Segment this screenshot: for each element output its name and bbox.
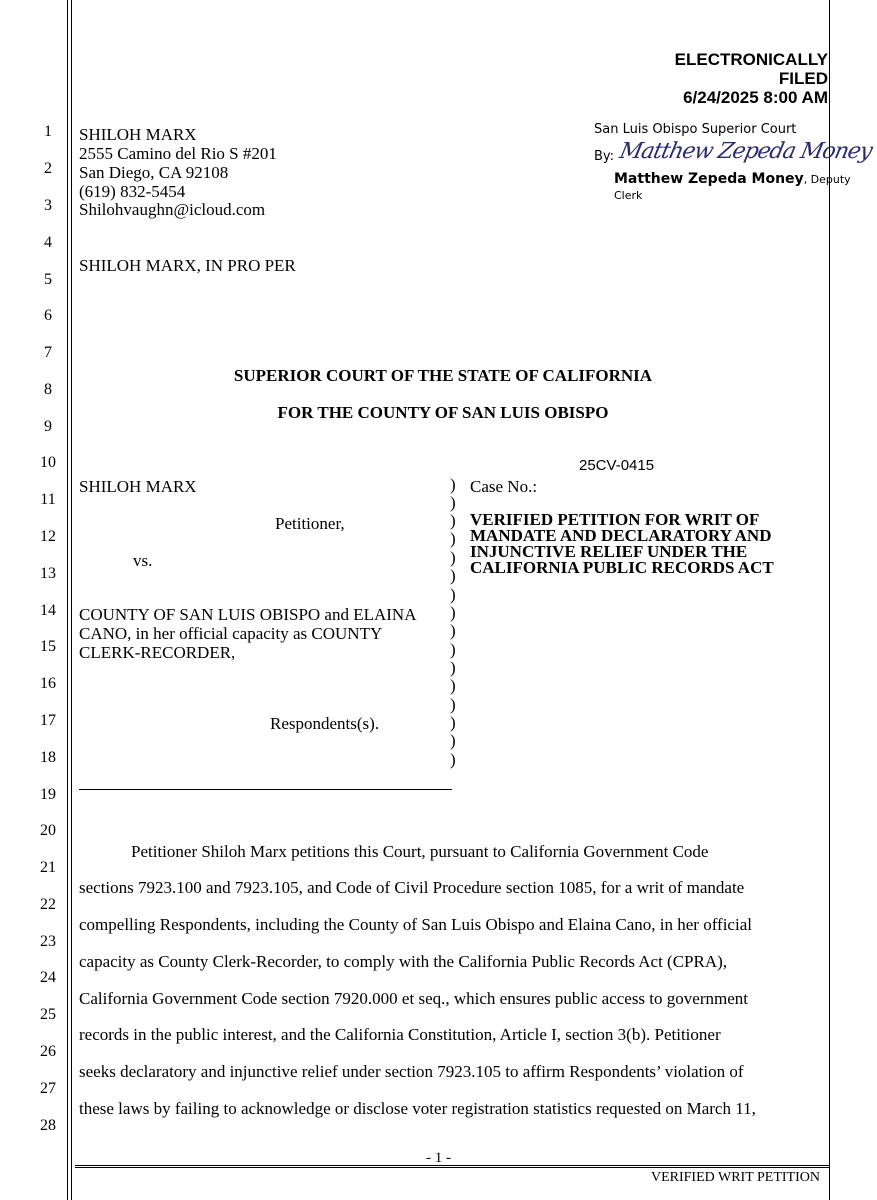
line-number: 19 [40,786,56,803]
line-number: 28 [40,1117,56,1134]
stamp-by-label: By: [594,149,615,164]
line-number: 1 [44,123,52,140]
versus: vs. [133,551,153,570]
body-line: records in the public interest, and the California Constitution, Article I, section 3(b). Petitioner [79,1025,721,1044]
attorney-role: SHILOH MARX, IN PRO PER [79,256,296,275]
attorney-address-line1: 2555 Camino del Rio S #201 [79,144,277,163]
stamp-line: ELECTRONICALLY [674,50,828,69]
line-number: 21 [40,859,56,876]
respondent-line2: CANO, in her official capacity as COUNTY [79,624,383,643]
line-number: 13 [40,565,56,582]
respondent-line1: COUNTY OF SAN LUIS OBISPO and ELAINA [79,605,417,624]
respondent-label: Respondents(s). [270,714,380,733]
respondent-line3: CLERK-RECORDER, [79,643,236,662]
line-number: 23 [40,933,56,950]
line-number: 26 [40,1043,56,1060]
line-number: 16 [40,675,56,692]
court-county: FOR THE COUNTY OF SAN LUIS OBISPO [277,403,609,422]
body-line: these laws by failing to acknowledge or disclose voter registration statistics requested on March 11, [79,1099,756,1118]
stamp-line: FILED [778,69,828,88]
electronic-filing-stamp [675,50,828,107]
footer-doc-title: VERIFIED WRIT PETITION [650,1170,820,1185]
attorney-name: SHILOH MARX [79,125,197,144]
line-number: 20 [40,822,56,839]
line-number: 3 [44,197,52,214]
line-number: 9 [44,418,52,435]
left-margin-rule-outer [67,0,68,1200]
caption-paren: ) [450,676,456,695]
caption-paren: ) [450,548,456,567]
line-number: 6 [44,307,52,324]
caption-paren: ) [450,585,456,604]
caption-paren: ) [450,493,456,512]
line-number: 11 [40,491,56,508]
body-line: capacity as County Clerk-Recorder, to comply with the California Public Records Act (CPRA), [79,952,728,971]
caption-paren: ) [450,640,456,659]
court-title: SUPERIOR COURT OF THE STATE OF CALIFORNIA [233,366,653,385]
line-number: 14 [40,602,56,619]
body-line: Petitioner Shiloh Marx petitions this Court, pursuant to California Government Code [131,842,709,861]
line-number: 10 [40,454,56,471]
body-line: California Government Code section 7920.000 et seq., which ensures public access to government [79,989,748,1008]
petitioner-name: SHILOH MARX [79,477,197,496]
line-number: 17 [40,712,56,729]
body-line: compelling Respondents, including the County of San Luis Obispo and Elaina Cano, in her official [79,915,752,934]
caption-paren: ) [450,529,456,548]
case-number-label: Case No.: [470,477,538,496]
caption-paren: ) [450,695,456,714]
line-number: 5 [44,271,52,288]
petition-title [470,512,830,576]
petition-title-line: INJUNCTIVE RELIEF UNDER THE [470,542,748,561]
petition-title-line: VERIFIED PETITION FOR WRIT OF [470,510,760,529]
line-number: 27 [40,1080,56,1097]
caption-paren: ) [450,658,456,677]
attorney-address-line2: San Diego, CA 92108 [79,163,229,182]
petitioner-label: Petitioner, [275,514,345,533]
case-number: 25CV-0415 [579,457,655,474]
caption-paren: ) [450,511,456,530]
attorney-phone: (619) 832-5454 [79,182,186,201]
caption-paren: ) [450,713,456,732]
line-number: 22 [40,896,56,913]
body-line: seeks declaratory and injunctive relief under section 7923.105 to affirm Respondents’ violation of [79,1062,744,1081]
line-number: 8 [44,381,52,398]
line-number: 2 [44,160,52,177]
line-number: 12 [40,528,56,545]
page-number: - 1 - [426,1150,451,1166]
line-number: 25 [40,1006,56,1023]
line-number: 4 [44,234,52,251]
line-number: 7 [44,344,52,361]
clerk-signature: Matthew Zepeda Money [617,139,874,164]
caption-paren: ) [450,621,456,640]
caption-paren: ) [450,475,456,494]
clerk-name: Matthew Zepeda Money [614,171,804,187]
caption-paren: ) [450,731,456,750]
clerk-title: , Deputy Clerk [614,173,851,202]
line-number: 15 [40,638,56,655]
stamp-court-name: San Luis Obispo Superior Court [594,122,797,137]
body-line: sections 7923.100 and 7923.105, and Code of Civil Procedure section 1085, for a writ of mandate [79,878,745,897]
caption-rule [79,789,452,790]
petition-title-line: MANDATE AND DECLARATORY AND [470,526,772,545]
caption-paren: ) [450,603,456,622]
stamp-date: 6/24/2025 8:00 AM [683,88,828,107]
caption-paren: ) [450,750,456,769]
left-margin-rule-inner [71,0,72,1200]
attorney-email: Shilohvaughn@icloud.com [79,200,266,219]
caption-paren: ) [450,566,456,585]
line-number: 24 [40,969,56,986]
petition-title-line: CALIFORNIA PUBLIC RECORDS ACT [470,558,774,577]
line-number: 18 [40,749,56,766]
court-clerk-stamp [594,122,877,203]
